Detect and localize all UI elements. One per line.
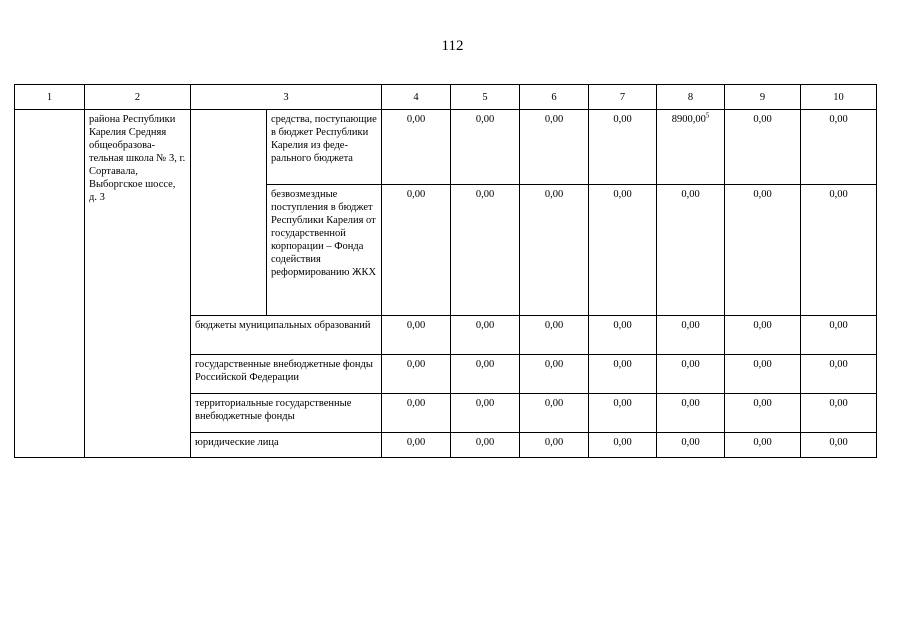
value-cell: 0,00: [657, 316, 725, 355]
value-cell: 0,00: [589, 355, 657, 394]
value-cell: 0,00: [589, 394, 657, 433]
value-cell: 0,00: [589, 433, 657, 458]
header-cell-8: 8: [657, 85, 725, 110]
header-cell-1: 1: [15, 85, 85, 110]
value-cell: 0,00: [589, 185, 657, 316]
value-cell: 0,00: [451, 355, 520, 394]
value-cell: 0,00: [657, 355, 725, 394]
value-cell: 0,00: [520, 110, 589, 185]
table-row: [15, 110, 877, 185]
value-cell: 0,00: [589, 316, 657, 355]
header-cell-5: 5: [451, 85, 520, 110]
value-cell: 0,00: [451, 433, 520, 458]
header-row: [15, 85, 877, 110]
value-cell: 0,00: [657, 185, 725, 316]
value-cell-col8: [657, 110, 725, 185]
value-cell: 0,00: [382, 355, 451, 394]
value-cell: 0,00: [382, 110, 451, 185]
header-cell-10: 10: [801, 85, 877, 110]
value-cell: 0,00: [801, 394, 877, 433]
header-cell-4: 4: [382, 85, 451, 110]
value-cell: 0,00: [382, 316, 451, 355]
value-cell: 0,00: [520, 355, 589, 394]
value-cell: 0,00: [520, 316, 589, 355]
footnote-marker: 5: [705, 111, 710, 120]
header-cell-9: 9: [725, 85, 801, 110]
header-cell-3: 3: [191, 85, 382, 110]
data-table: [14, 84, 877, 458]
value-cell: 0,00: [451, 185, 520, 316]
value-cell: 0,00: [520, 433, 589, 458]
page-number: 112: [441, 38, 464, 54]
value-cell: 0,00: [801, 185, 877, 316]
value-cell: 0,00: [657, 394, 725, 433]
value-cell: 0,00: [801, 355, 877, 394]
organization-cell: района Республики Карелия Средняя общеобразова-тельная школа № 3, г. Сортавала, Выборгское шоссе, д. 3: [85, 110, 191, 458]
value-cell: 0,00: [725, 433, 801, 458]
row-label: государственные внебюджетные фонды Российской Федерации: [191, 355, 382, 394]
value-cell: 0,00: [589, 110, 657, 185]
col3-spacer-cell: [191, 110, 267, 316]
value-cell: 0,00: [520, 185, 589, 316]
row-label: средства, поступающие в бюджет Республики Карелия из феде-рального бюджета: [267, 110, 382, 185]
value-cell: 0,00: [520, 394, 589, 433]
value-cell: 0,00: [725, 355, 801, 394]
value-cell: 0,00: [801, 433, 877, 458]
value-cell: 0,00: [657, 433, 725, 458]
col1-cell: [15, 110, 85, 458]
value-cell: 0,00: [382, 433, 451, 458]
row-label: юридические лица: [191, 433, 382, 458]
value-cell: 0,00: [725, 316, 801, 355]
row-label: безвозмездные поступления в бюджет Республики Карелия от государственной корпорации – Фонда содействия реформированию ЖКХ: [267, 185, 382, 316]
value-cell: 0,00: [725, 110, 801, 185]
value-cell: 0,00: [725, 185, 801, 316]
value-cell: 0,00: [451, 394, 520, 433]
header-cell-7: 7: [589, 85, 657, 110]
value-text: 8900,00: [671, 114, 706, 125]
header-cell-6: 6: [520, 85, 589, 110]
value-cell: 0,00: [451, 316, 520, 355]
row-label: территориальные государственные внебюджетные фонды: [191, 394, 382, 433]
value-cell: 0,00: [382, 394, 451, 433]
value-cell: 0,00: [801, 110, 877, 185]
value-cell: 0,00: [725, 394, 801, 433]
header-cell-2: 2: [85, 85, 191, 110]
value-cell: 0,00: [382, 185, 451, 316]
value-cell: 0,00: [801, 316, 877, 355]
row-label: бюджеты муниципальных образований: [191, 316, 382, 355]
value-cell: 0,00: [451, 110, 520, 185]
